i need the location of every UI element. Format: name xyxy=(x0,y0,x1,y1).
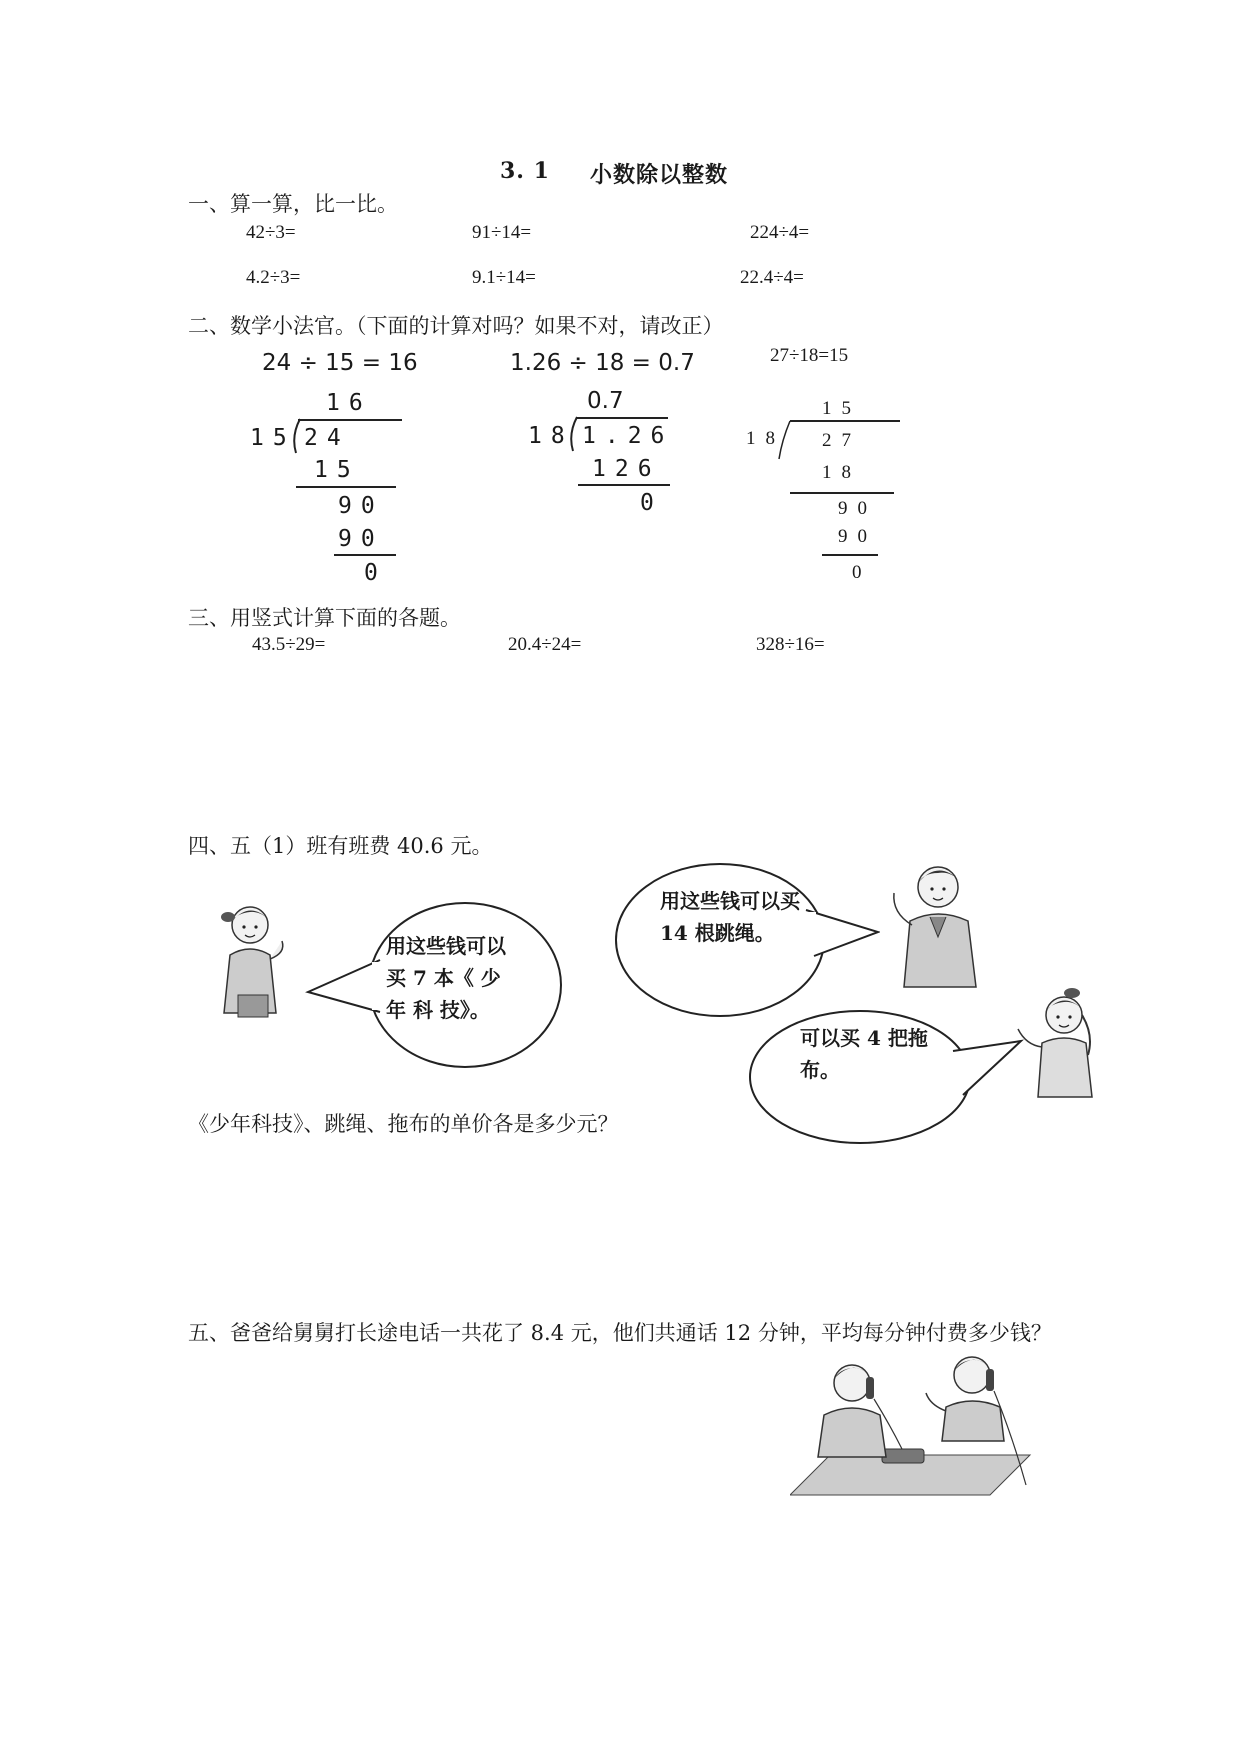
p2-step-line xyxy=(578,484,670,486)
page-title-number: 3. 1 xyxy=(500,158,550,184)
p1-equation: 24 ÷ 15 = 16 xyxy=(262,350,418,376)
girl-illustration xyxy=(210,895,300,1025)
s3-expr: 328÷16= xyxy=(756,634,825,655)
s1-expr: 91÷14= xyxy=(472,222,532,243)
p2-equation: 1.26 ÷ 18 = 0.7 xyxy=(510,350,695,376)
boy-illustration xyxy=(880,855,990,995)
p1-remainder: 0 xyxy=(364,560,387,586)
p2-step1: 126 xyxy=(592,456,661,482)
p1-step1: 15 xyxy=(314,457,360,483)
section5-heading: 五、爸爸给舅舅打长途电话一共花了 8.4 元，他们共通话 12 分钟，平均每分钟付费多少钱？ xyxy=(188,1321,1052,1345)
p3-step1: 18 xyxy=(822,462,861,483)
section3-heading: 三、用竖式计算下面的各题。 xyxy=(188,606,461,630)
p1-step3: 90 xyxy=(338,526,384,552)
s1-expr: 42÷3= xyxy=(246,222,296,243)
p1-divisor: 15 xyxy=(250,425,296,451)
p2-division-bracket xyxy=(567,416,583,452)
p1-step-line xyxy=(296,486,396,488)
p3-divisor: 18 xyxy=(746,428,785,449)
p1-dividend: 24 xyxy=(304,425,350,451)
page-title: 小数除以整数 xyxy=(590,162,729,188)
s1-expr: 4.2÷3= xyxy=(246,267,301,288)
p3-quotient: 15 xyxy=(822,398,861,419)
p2-remainder: 0 xyxy=(640,490,663,516)
section2-heading: 二、数学小法官。（下面的计算对吗？如果不对，请改正） xyxy=(188,314,724,338)
p2-divisor: 18 xyxy=(528,423,574,449)
p2-division-bar xyxy=(576,417,668,419)
p3-remainder: 0 xyxy=(852,562,872,583)
p3-step2: 90 xyxy=(838,498,877,519)
p3-step3: 90 xyxy=(838,526,877,547)
section1-heading: 一、算一算，比一比。 xyxy=(188,192,398,216)
s3-expr: 20.4÷24= xyxy=(508,634,582,655)
speech-bubble-left-text: 用这些钱可以 买 7 本《 少 年 科 技》。 xyxy=(386,934,506,1022)
speech-bubble-bottom-text: 可以买 4 把拖布。 xyxy=(800,1026,928,1082)
p3-step-line xyxy=(822,554,878,556)
s1-expr: 22.4÷4= xyxy=(740,267,804,288)
s3-expr: 43.5÷29= xyxy=(252,634,326,655)
section4-heading: 四、五（1）班有班费 40.6 元。 xyxy=(188,834,493,858)
p3-step-line xyxy=(790,492,894,494)
p3-division-bar xyxy=(790,420,900,422)
p3-dividend: 27 xyxy=(822,430,861,451)
girl-illustration xyxy=(1010,985,1110,1105)
p2-quotient: 0.7 xyxy=(587,388,624,414)
speech-bubble-top-text: 用这些钱可以买 14 根跳绳。 xyxy=(660,889,800,945)
p3-division-bracket xyxy=(778,420,798,460)
p3-equation: 27÷18=15 xyxy=(770,345,849,366)
phone-call-illustration xyxy=(790,1345,1040,1515)
p2-dividend: 1.26 xyxy=(582,423,674,449)
section4-question: 《少年科技》、跳绳、拖布的单价各是多少元？ xyxy=(188,1112,619,1136)
p1-step2: 90 xyxy=(338,493,384,519)
s1-expr: 9.1÷14= xyxy=(472,267,536,288)
p1-division-bar xyxy=(298,419,402,421)
p1-step-line xyxy=(334,554,396,556)
p1-quotient: 16 xyxy=(326,390,372,416)
s1-expr: 224÷4= xyxy=(750,222,810,243)
